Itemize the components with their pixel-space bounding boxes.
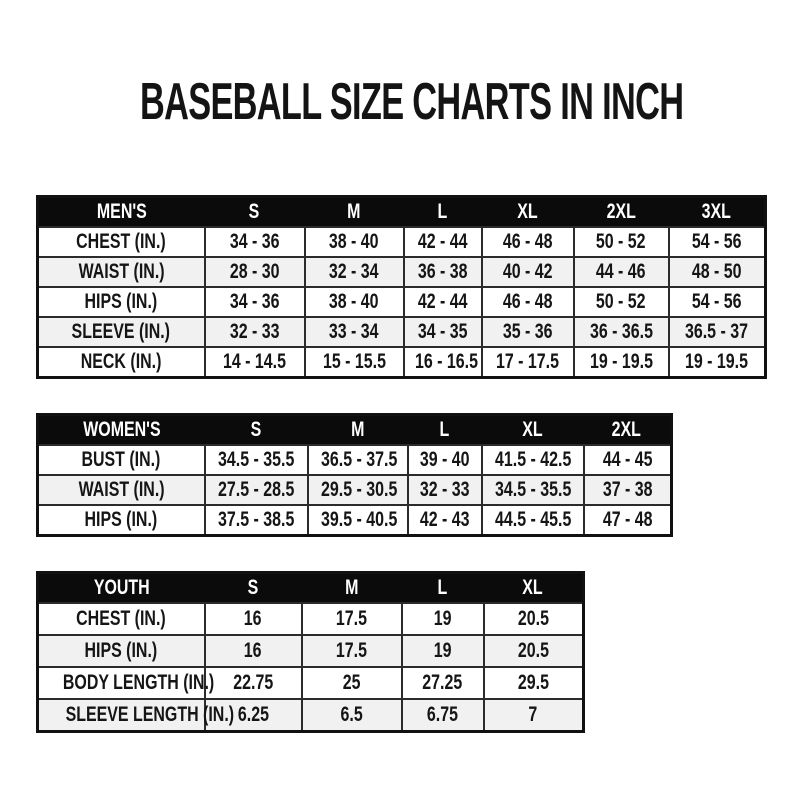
cell-text: 3XL (701, 200, 731, 224)
size-header-cell (584, 415, 672, 446)
value-cell (404, 347, 482, 378)
value-cell (308, 505, 408, 536)
row-label-cell (38, 505, 205, 536)
cell-text: 25 (342, 671, 361, 695)
cell-text: 42 - 44 (417, 290, 468, 314)
cell-text: L (439, 418, 450, 442)
table-row (38, 445, 672, 475)
cell-text: SLEEVE (IN.) (72, 320, 171, 344)
cell-text: CHEST (IN.) (76, 230, 167, 254)
cell-text: 19 - 19.5 (589, 350, 653, 374)
value-cell (205, 505, 308, 536)
value-cell (574, 347, 669, 378)
cell-text: 19 (433, 639, 452, 663)
row-label-cell (38, 445, 205, 475)
cell-text: 20.5 (517, 607, 549, 631)
value-cell (404, 317, 482, 347)
value-cell (305, 317, 404, 347)
row-label-cell (38, 257, 205, 287)
value-cell (305, 257, 404, 287)
cell-text: 16 (244, 607, 262, 631)
value-cell (404, 257, 482, 287)
value-cell (305, 347, 404, 378)
cell-text: XL (522, 418, 543, 442)
header-row (38, 573, 584, 604)
cell-text: 34 - 36 (229, 290, 280, 314)
table-row (38, 347, 766, 378)
cell-text: L (437, 576, 448, 600)
table-row (38, 667, 584, 699)
cell-text: 34.5 - 35.5 (494, 478, 571, 502)
value-cell (404, 287, 482, 317)
size-header-cell (482, 415, 584, 446)
cell-text: 54 - 56 (691, 230, 742, 254)
row-label-cell (38, 635, 205, 667)
value-cell (404, 227, 482, 257)
value-cell (484, 667, 584, 699)
cell-text: 36 - 38 (417, 260, 468, 284)
table-title-cell (38, 415, 205, 446)
cell-text: 46 - 48 (502, 230, 553, 254)
cell-text: 44.5 - 45.5 (494, 508, 571, 532)
cell-text: 16 - 16.5 (414, 350, 478, 374)
table-row (38, 505, 672, 536)
size-header-cell (404, 197, 482, 228)
cell-text: 6.5 (340, 703, 363, 727)
cell-text: 46 - 48 (502, 290, 553, 314)
cell-text: 6.75 (426, 703, 459, 727)
cell-text: XL (522, 576, 543, 600)
value-cell (402, 699, 484, 732)
womens-size-table (36, 413, 800, 537)
value-cell (205, 287, 305, 317)
size-header-cell (302, 573, 402, 604)
value-cell (669, 227, 766, 257)
cell-text: SLEEVE LENGTH (IN.) (65, 703, 235, 727)
value-cell (205, 475, 308, 505)
value-cell (305, 287, 404, 317)
cell-text: 50 - 52 (596, 230, 646, 254)
table-title-cell (38, 197, 205, 228)
value-cell (484, 603, 584, 635)
table-row (38, 287, 766, 317)
cell-text: 50 - 52 (596, 290, 646, 314)
womens-table (36, 413, 673, 537)
row-label-cell (38, 475, 205, 505)
cell-text: M (347, 200, 361, 224)
table-row (38, 635, 584, 667)
value-cell (484, 635, 584, 667)
cell-text: HIPS (IN.) (84, 639, 158, 663)
size-header-cell (482, 197, 574, 228)
row-label-cell (38, 347, 205, 378)
cell-text: 32 - 33 (419, 478, 470, 502)
cell-text: 27.25 (422, 671, 463, 695)
table-row (38, 227, 766, 257)
cell-text: 20.5 (517, 639, 549, 663)
cell-text: 54 - 56 (691, 290, 742, 314)
row-label-cell (38, 667, 215, 699)
value-cell (408, 505, 482, 536)
tables-container (36, 195, 800, 733)
youth-table (36, 571, 585, 733)
value-cell (205, 227, 305, 257)
value-cell (408, 445, 482, 475)
value-cell (308, 475, 408, 505)
cell-text: 42 - 43 (419, 508, 470, 532)
value-cell (302, 603, 402, 635)
cell-text: 29.5 - 30.5 (320, 478, 397, 502)
cell-text: 2XL (612, 418, 642, 442)
cell-text: M (344, 576, 359, 600)
cell-text: 7 (528, 703, 538, 727)
value-cell (205, 257, 305, 287)
value-cell (574, 257, 669, 287)
cell-text: 19 (433, 607, 452, 631)
size-header-cell (669, 197, 766, 228)
value-cell (482, 347, 574, 378)
table-title-cell (38, 573, 205, 604)
cell-text: YOUTH (93, 576, 150, 600)
page-title-text: BASEBALL SIZE CHARTS IN INCH (139, 73, 684, 131)
youth-size-table (36, 571, 800, 733)
cell-text: 42 - 44 (417, 230, 468, 254)
cell-text: BODY LENGTH (IN.) (62, 671, 215, 695)
size-header-cell (484, 573, 584, 604)
value-cell (305, 227, 404, 257)
cell-text: 39 - 40 (419, 448, 470, 472)
value-cell (482, 475, 584, 505)
cell-text: 19 - 19.5 (685, 350, 749, 374)
size-header-cell (305, 197, 404, 228)
cell-text: WAIST (IN.) (78, 478, 165, 502)
cell-text: 48 - 50 (691, 260, 742, 284)
value-cell (402, 603, 484, 635)
cell-text: 36.5 - 37 (685, 320, 749, 344)
value-cell (302, 699, 402, 732)
cell-text: 34 - 36 (229, 230, 280, 254)
cell-text: M (350, 418, 365, 442)
value-cell (574, 227, 669, 257)
cell-text: 2XL (606, 200, 636, 224)
value-cell (482, 287, 574, 317)
value-cell (205, 603, 302, 635)
value-cell (482, 227, 574, 257)
size-header-cell (205, 573, 302, 604)
cell-text: 44 - 45 (602, 448, 653, 472)
value-cell (482, 317, 574, 347)
cell-text: XL (517, 200, 538, 224)
cell-text: NECK (IN.) (80, 350, 162, 374)
cell-text: 29.5 (517, 671, 549, 695)
value-cell (574, 317, 669, 347)
cell-text: 41.5 - 42.5 (494, 448, 571, 472)
value-cell (205, 667, 302, 699)
size-header-cell (574, 197, 669, 228)
header-row (38, 415, 672, 446)
cell-text: 16 (244, 639, 262, 663)
value-cell (205, 317, 305, 347)
mens-size-table (36, 195, 800, 379)
cell-text: WOMEN'S (83, 418, 161, 442)
value-cell (484, 699, 584, 732)
value-cell (302, 667, 402, 699)
value-cell (408, 475, 482, 505)
value-cell (584, 475, 672, 505)
size-header-cell (205, 197, 305, 228)
value-cell (402, 667, 484, 699)
cell-text: 6.25 (237, 703, 269, 727)
row-label-cell (38, 603, 205, 635)
cell-text: 47 - 48 (602, 508, 653, 532)
table-row (38, 603, 584, 635)
value-cell (302, 635, 402, 667)
cell-text: 37.5 - 38.5 (217, 508, 295, 532)
row-label-cell (38, 227, 205, 257)
value-cell (584, 505, 672, 536)
value-cell (308, 445, 408, 475)
cell-text: WAIST (IN.) (78, 260, 165, 284)
cell-text: 40 - 42 (502, 260, 553, 284)
cell-text: 36 - 36.5 (589, 320, 653, 344)
cell-text: S (250, 418, 262, 442)
value-cell (402, 635, 484, 667)
page-title (0, 74, 800, 131)
value-cell (669, 287, 766, 317)
value-cell (584, 445, 672, 475)
value-cell (482, 257, 574, 287)
cell-text: 14 - 14.5 (222, 350, 287, 374)
value-cell (205, 635, 302, 667)
cell-text: BUST (IN.) (81, 448, 161, 472)
cell-text: CHEST (IN.) (76, 607, 167, 631)
cell-text: 28 - 30 (229, 260, 280, 284)
cell-text: 37 - 38 (602, 478, 653, 502)
cell-text: 35 - 36 (502, 320, 553, 344)
cell-text: 34 - 35 (417, 320, 468, 344)
cell-text: 38 - 40 (329, 230, 379, 254)
row-label-cell (38, 699, 235, 732)
cell-text: 17.5 (335, 639, 368, 663)
cell-text: HIPS (IN.) (84, 508, 158, 532)
value-cell (482, 505, 584, 536)
mens-table (36, 195, 767, 379)
cell-text: 15 - 15.5 (322, 350, 386, 374)
value-cell (205, 347, 305, 378)
cell-text: L (437, 200, 448, 224)
size-header-cell (408, 415, 482, 446)
cell-text: 32 - 34 (329, 260, 379, 284)
cell-text: 44 - 46 (596, 260, 646, 284)
cell-text: 27.5 - 28.5 (217, 478, 295, 502)
size-header-cell (205, 415, 308, 446)
value-cell (574, 287, 669, 317)
cell-text: 39.5 - 40.5 (320, 508, 397, 532)
size-header-cell (308, 415, 408, 446)
value-cell (669, 317, 766, 347)
cell-text: 17 - 17.5 (495, 350, 560, 374)
header-row (38, 197, 766, 228)
size-header-cell (402, 573, 484, 604)
cell-text: 22.75 (233, 671, 273, 695)
cell-text: 33 - 34 (329, 320, 379, 344)
table-row (38, 317, 766, 347)
value-cell (205, 445, 308, 475)
cell-text: S (249, 200, 260, 224)
cell-text: S (247, 576, 259, 600)
table-row (38, 699, 584, 732)
row-label-cell (38, 287, 205, 317)
cell-text: 38 - 40 (329, 290, 379, 314)
cell-text: 17.5 (335, 607, 368, 631)
cell-text: 34.5 - 35.5 (217, 448, 295, 472)
table-row (38, 475, 672, 505)
cell-text: HIPS (IN.) (84, 290, 158, 314)
value-cell (482, 445, 584, 475)
value-cell (669, 347, 766, 378)
cell-text: MEN'S (96, 200, 147, 224)
cell-text: 36.5 - 37.5 (320, 448, 397, 472)
row-label-cell (38, 317, 205, 347)
table-row (38, 257, 766, 287)
value-cell (669, 257, 766, 287)
cell-text: 32 - 33 (229, 320, 280, 344)
